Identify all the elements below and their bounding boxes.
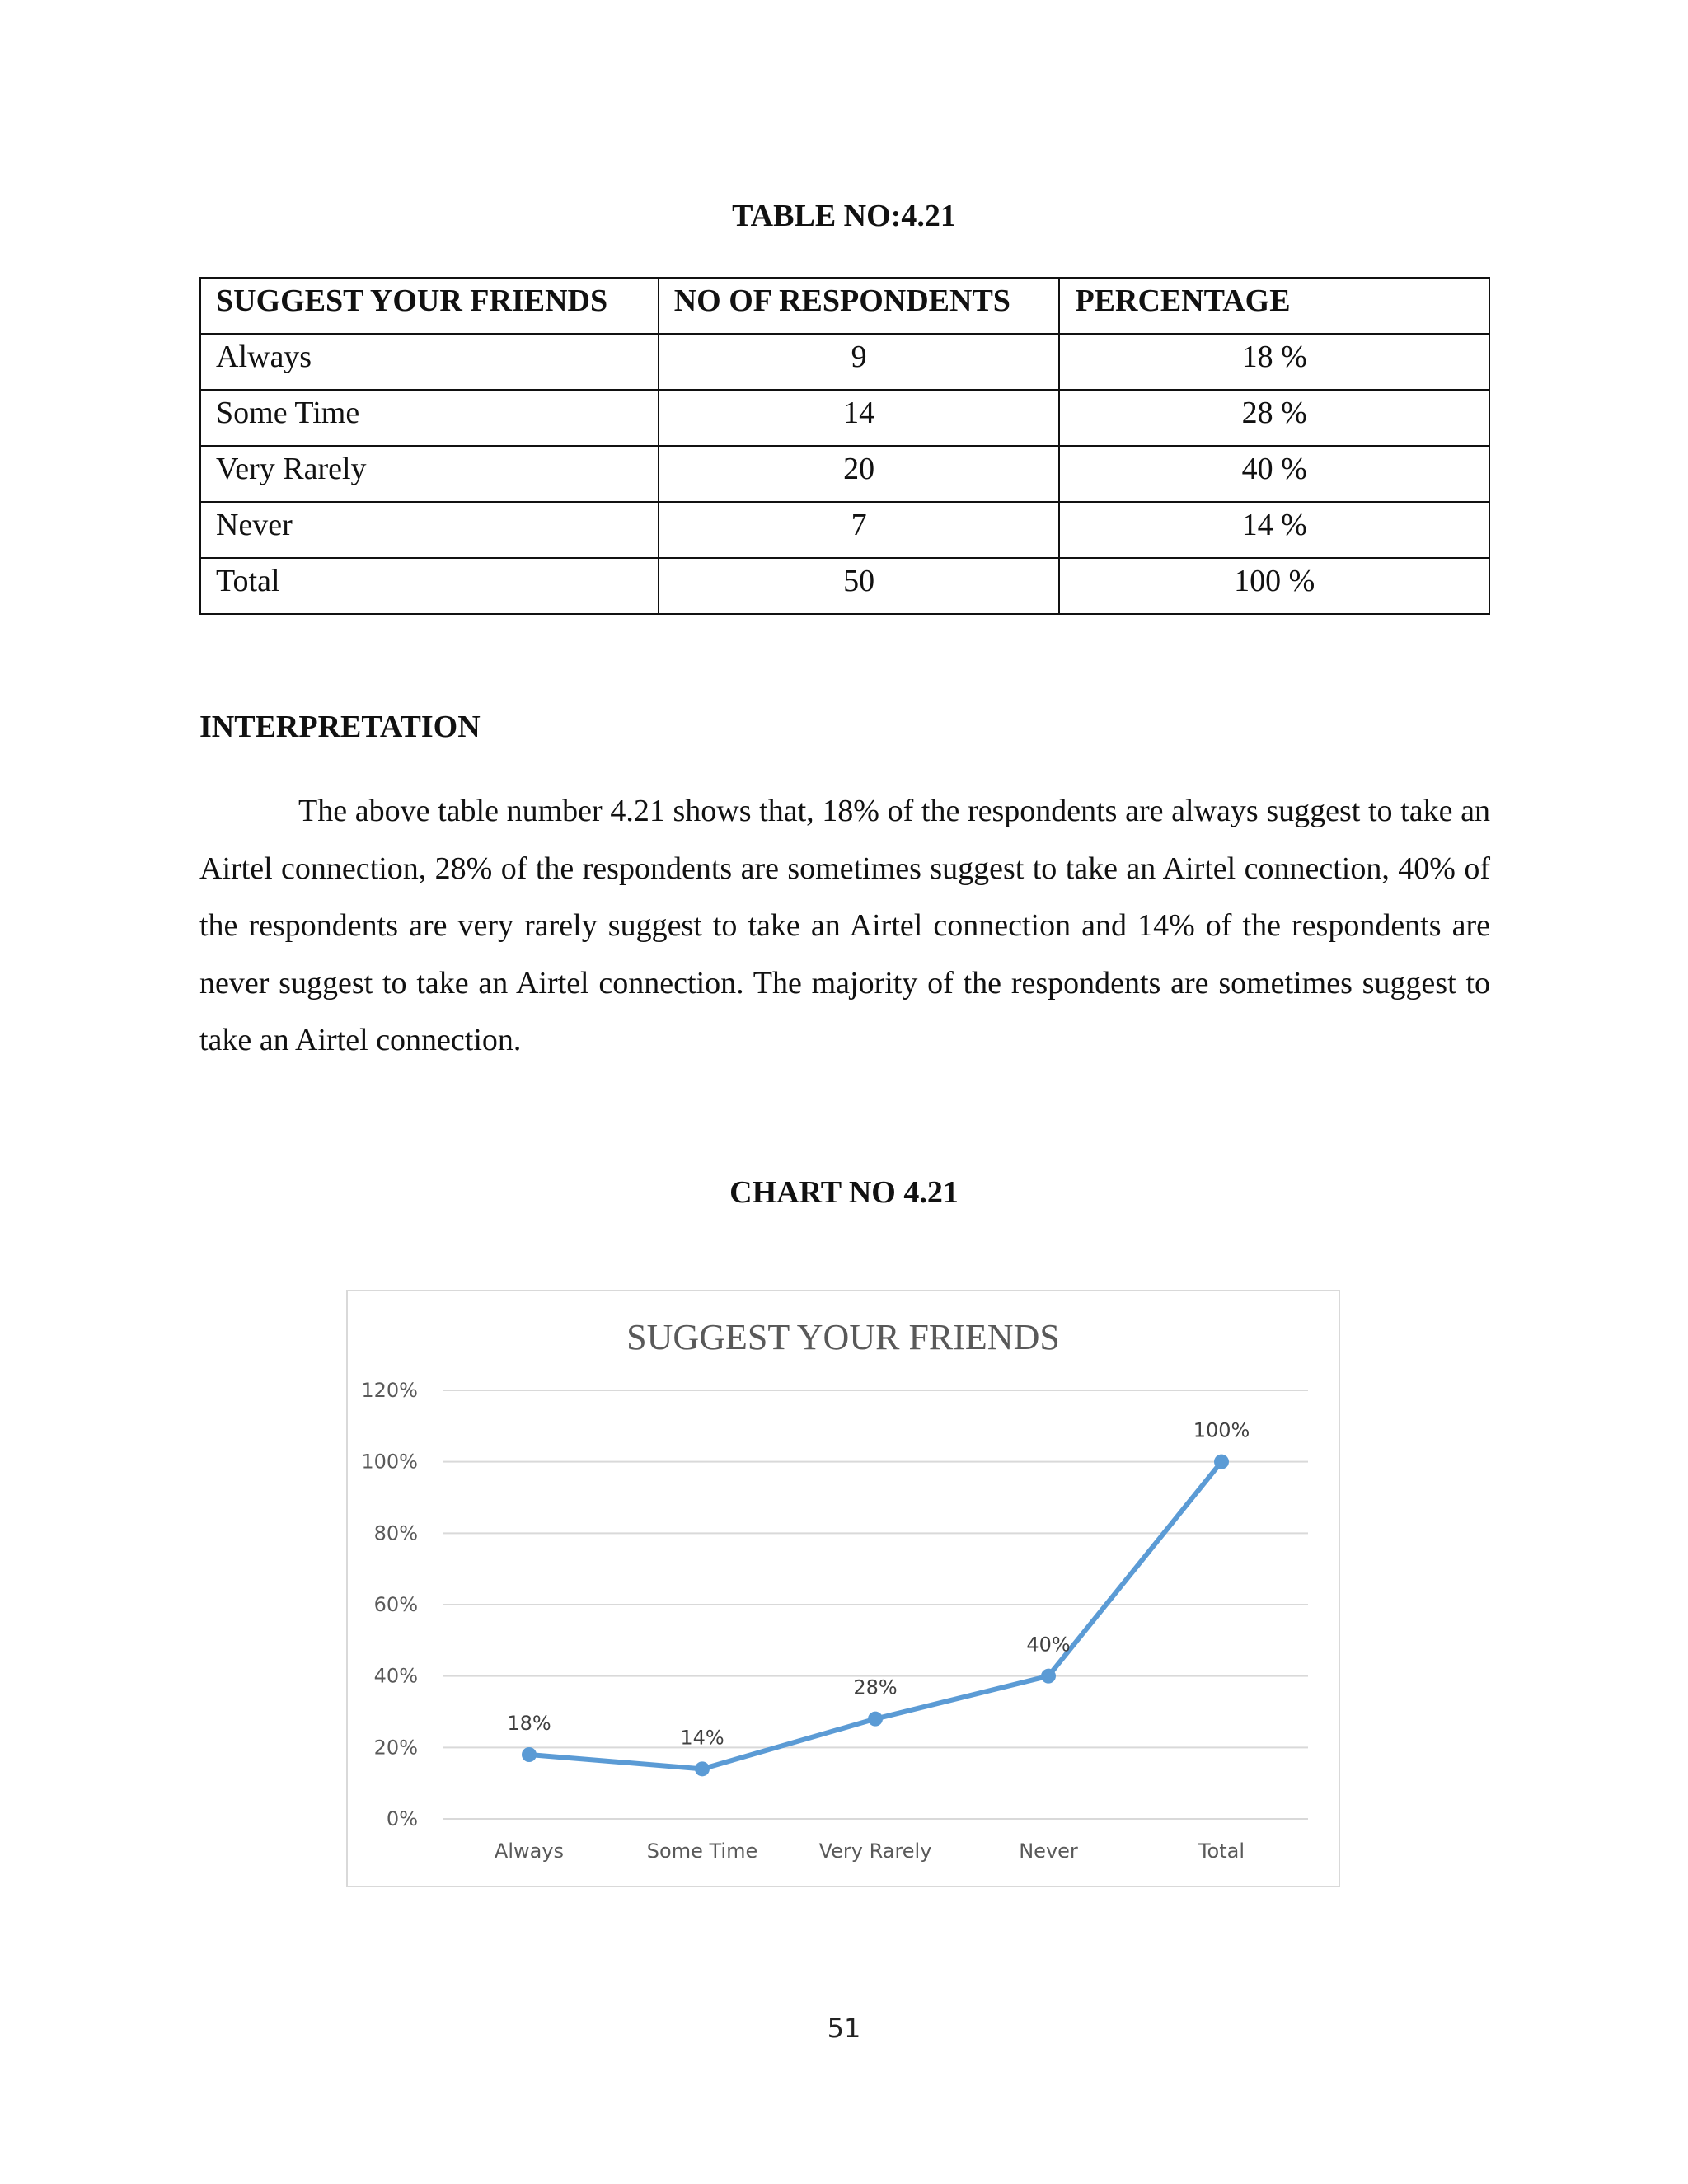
chart-canvas — [348, 1291, 1339, 1886]
table-cell-percentage: 100 % — [1059, 558, 1489, 614]
interpretation-heading: INTERPRETATION — [199, 710, 481, 744]
data-label: 18% — [507, 1712, 551, 1735]
data-label: 100% — [1193, 1418, 1250, 1442]
table-cell-percentage: 18 % — [1059, 334, 1489, 390]
table-row — [200, 334, 1489, 390]
table-cell-label: Never — [200, 502, 659, 558]
table-cell-count: 14 — [659, 390, 1060, 446]
data-label: 40% — [1026, 1633, 1071, 1657]
data-point — [1041, 1669, 1056, 1684]
y-tick-label: 60% — [373, 1593, 418, 1616]
table-cell-percentage: 40 % — [1059, 446, 1489, 502]
y-tick-label: 80% — [373, 1521, 418, 1545]
table-header-cell: SUGGEST YOUR FRIENDS — [200, 278, 659, 334]
table-header-cell: PERCENTAGE — [1059, 278, 1489, 334]
y-tick-label: 40% — [373, 1664, 418, 1688]
x-tick-label: Very Rarely — [818, 1840, 932, 1863]
x-tick-label: Some Time — [646, 1840, 758, 1863]
table-cell-count: 20 — [659, 446, 1060, 502]
table-row — [200, 390, 1489, 446]
table-cell-count: 9 — [659, 334, 1060, 390]
table-cell-percentage: 14 % — [1059, 502, 1489, 558]
page-number: 51 — [827, 2013, 861, 2044]
table-header-cell: NO OF RESPONDENTS — [659, 278, 1060, 334]
x-tick-label: Never — [1019, 1840, 1078, 1863]
table-title: TABLE NO:4.21 — [732, 199, 956, 233]
interpretation-paragraph: The above table number 4.21 shows that, 18% of the respondents are always suggest to take an Airtel connection, 28% of the respondents are sometimes suggest to take an Airtel connection, 40% of the respondents are very rarely suggest to take an Airtel connection and 14% of the respondents are never suggest to take an Airtel connection. The majority of the respondents are sometimes suggest to take an Airtel connection. — [199, 794, 1490, 1057]
table-cell-label: Some Time — [200, 390, 659, 446]
y-tick-label: 20% — [373, 1736, 418, 1760]
table-cell-label: Very Rarely — [200, 446, 659, 502]
data-point — [695, 1761, 710, 1776]
line-chart — [346, 1290, 1340, 1887]
table-cell-label: Always — [200, 334, 659, 390]
table-row — [200, 502, 1489, 558]
data-point — [868, 1712, 883, 1727]
y-tick-label: 120% — [361, 1379, 418, 1402]
data-point — [1214, 1455, 1229, 1469]
y-tick-label: 0% — [386, 1807, 418, 1830]
x-tick-label: Total — [1198, 1840, 1245, 1863]
respondents-table — [199, 277, 1490, 615]
chart-title: SUGGEST YOUR FRIENDS — [626, 1317, 1060, 1357]
table-header-row — [200, 278, 1489, 334]
data-label: 28% — [853, 1675, 898, 1699]
data-point — [522, 1747, 537, 1762]
chart-heading: CHART NO 4.21 — [729, 1175, 959, 1210]
y-tick-label: 100% — [361, 1450, 418, 1474]
table-cell-count: 50 — [659, 558, 1060, 614]
table-cell-count: 7 — [659, 502, 1060, 558]
table-cell-label: Total — [200, 558, 659, 614]
table-cell-percentage: 28 % — [1059, 390, 1489, 446]
data-label: 14% — [680, 1726, 724, 1750]
x-tick-label: Always — [494, 1840, 565, 1863]
table-row — [200, 446, 1489, 502]
table-row-total — [200, 558, 1489, 614]
